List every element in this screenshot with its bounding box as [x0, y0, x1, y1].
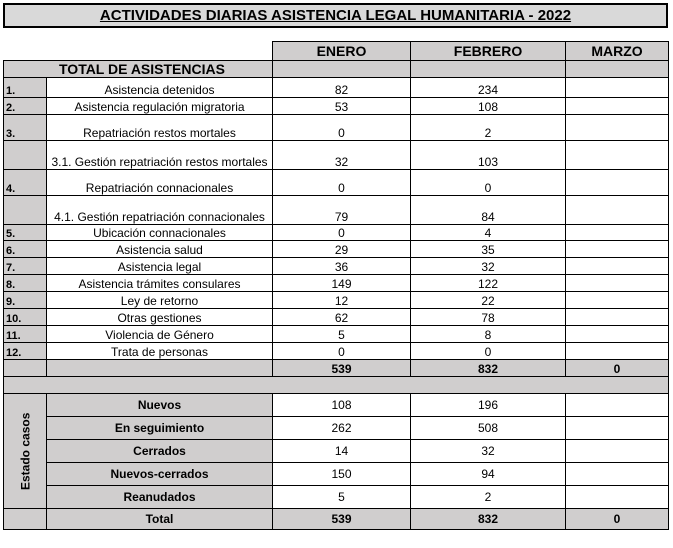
estado-label: En seguimiento: [47, 417, 273, 440]
table-row: [4, 225, 669, 241]
separator-cell: [4, 377, 669, 394]
row-number: [4, 196, 47, 225]
subtotal-marzo: 0: [566, 360, 669, 377]
row-label: Asistencia detenidos: [47, 78, 273, 98]
header-blank: [4, 42, 273, 61]
page-title: [3, 3, 668, 28]
estado-marzo: [566, 440, 669, 463]
value-marzo: [566, 258, 669, 275]
row-label: 4.1. Gestión repatriación connacionales: [47, 196, 273, 225]
month-header-marzo: MARZO: [566, 42, 669, 61]
value-enero: 29: [273, 241, 411, 258]
subtotal-label-cell: [47, 360, 273, 377]
estado-row: [4, 394, 669, 417]
table-row: [4, 98, 669, 115]
value-enero: 62: [273, 309, 411, 326]
page-title-text: ACTIVIDADES DIARIAS ASISTENCIA LEGAL HUMANITARIA - 2022: [99, 7, 572, 24]
value-marzo: [566, 115, 669, 141]
total-blank: [4, 509, 47, 530]
value-enero: 149: [273, 275, 411, 292]
estado-marzo: [566, 463, 669, 486]
row-label: Asistencia trámites consulares: [47, 275, 273, 292]
estado-enero: 108: [273, 394, 411, 417]
row-label: Asistencia salud: [47, 241, 273, 258]
section-header-cell: [411, 61, 566, 78]
row-number: 5.: [4, 225, 47, 241]
row-number: 11.: [4, 326, 47, 343]
value-enero: 82: [273, 78, 411, 98]
value-febrero: 0: [411, 170, 566, 196]
value-febrero: 2: [411, 115, 566, 141]
estado-marzo: [566, 394, 669, 417]
value-febrero: 122: [411, 275, 566, 292]
value-marzo: [566, 225, 669, 241]
total-label: Total: [47, 509, 273, 530]
table-row: [4, 326, 669, 343]
subtotal-febrero: 832: [411, 360, 566, 377]
section-header-cell: [566, 61, 669, 78]
value-marzo: [566, 98, 669, 115]
value-febrero: 108: [411, 98, 566, 115]
estado-febrero: 508: [411, 417, 566, 440]
value-febrero: 32: [411, 258, 566, 275]
table-row: [4, 309, 669, 326]
value-enero: 79: [273, 196, 411, 225]
subtotal-row: [4, 360, 669, 377]
value-marzo: [566, 141, 669, 170]
section-title: TOTAL DE ASISTENCIAS: [4, 61, 273, 78]
row-label: Asistencia legal: [47, 258, 273, 275]
row-number: 4.: [4, 170, 47, 196]
value-marzo: [566, 292, 669, 309]
row-number: 10.: [4, 309, 47, 326]
estado-enero: 14: [273, 440, 411, 463]
value-marzo: [566, 241, 669, 258]
estado-casos-label: Estado casos: [4, 394, 47, 509]
value-enero: 53: [273, 98, 411, 115]
value-febrero: 4: [411, 225, 566, 241]
row-label: Ley de retorno: [47, 292, 273, 309]
estado-row: [4, 463, 669, 486]
row-label: Trata de personas: [47, 343, 273, 360]
subtotal-blank: [4, 360, 47, 377]
value-enero: 0: [273, 225, 411, 241]
value-febrero: 78: [411, 309, 566, 326]
table-row: [4, 141, 669, 170]
total-febrero: 832: [411, 509, 566, 530]
row-number: 6.: [4, 241, 47, 258]
subtotal-enero: 539: [273, 360, 411, 377]
row-label: Repatriación connacionales: [47, 170, 273, 196]
month-header-row: [4, 42, 669, 61]
value-febrero: 0: [411, 343, 566, 360]
row-label: 3.1. Gestión repatriación restos mortales: [47, 141, 273, 170]
value-enero: 0: [273, 343, 411, 360]
estado-febrero: 2: [411, 486, 566, 509]
report-table: [3, 41, 669, 530]
value-febrero: 35: [411, 241, 566, 258]
total-row: [4, 509, 669, 530]
row-number: 9.: [4, 292, 47, 309]
total-marzo: 0: [566, 509, 669, 530]
row-label: Violencia de Género: [47, 326, 273, 343]
value-enero: 32: [273, 141, 411, 170]
separator-row: [4, 377, 669, 394]
estado-row: [4, 440, 669, 463]
row-label: Asistencia regulación migratoria: [47, 98, 273, 115]
value-marzo: [566, 170, 669, 196]
value-febrero: 8: [411, 326, 566, 343]
section-header-row: [4, 61, 669, 78]
estado-label: Nuevos-cerrados: [47, 463, 273, 486]
estado-label: Reanudados: [47, 486, 273, 509]
table-row: [4, 275, 669, 292]
estado-febrero: 32: [411, 440, 566, 463]
value-enero: 36: [273, 258, 411, 275]
value-marzo: [566, 196, 669, 225]
month-header-febrero: FEBRERO: [411, 42, 566, 61]
row-label: Otras gestiones: [47, 309, 273, 326]
value-enero: 12: [273, 292, 411, 309]
row-label: Repatriación restos mortales: [47, 115, 273, 141]
row-number: 7.: [4, 258, 47, 275]
row-number: 3.: [4, 115, 47, 141]
value-marzo: [566, 275, 669, 292]
value-febrero: 234: [411, 78, 566, 98]
value-febrero: 84: [411, 196, 566, 225]
table-row: [4, 343, 669, 360]
value-marzo: [566, 343, 669, 360]
estado-marzo: [566, 417, 669, 440]
section-header-cell: [273, 61, 411, 78]
estado-enero: 262: [273, 417, 411, 440]
table-row: [4, 78, 669, 98]
row-number: 12.: [4, 343, 47, 360]
table-row: [4, 241, 669, 258]
estado-row: [4, 486, 669, 509]
estado-febrero: 94: [411, 463, 566, 486]
row-label: Ubicación connacionales: [47, 225, 273, 241]
table-row: [4, 258, 669, 275]
estado-label: Cerrados: [47, 440, 273, 463]
month-header-enero: ENERO: [273, 42, 411, 61]
table-row: [4, 196, 669, 225]
value-enero: 0: [273, 170, 411, 196]
value-febrero: 103: [411, 141, 566, 170]
estado-febrero: 196: [411, 394, 566, 417]
value-marzo: [566, 309, 669, 326]
value-enero: 5: [273, 326, 411, 343]
estado-label: Nuevos: [47, 394, 273, 417]
row-number: 2.: [4, 98, 47, 115]
table-row: [4, 170, 669, 196]
row-number: [4, 141, 47, 170]
value-marzo: [566, 78, 669, 98]
table-row: [4, 115, 669, 141]
estado-row: [4, 417, 669, 440]
estado-enero: 5: [273, 486, 411, 509]
estado-marzo: [566, 486, 669, 509]
total-enero: 539: [273, 509, 411, 530]
value-enero: 0: [273, 115, 411, 141]
value-febrero: 22: [411, 292, 566, 309]
row-number: 8.: [4, 275, 47, 292]
row-number: 1.: [4, 78, 47, 98]
table-row: [4, 292, 669, 309]
value-marzo: [566, 326, 669, 343]
estado-enero: 150: [273, 463, 411, 486]
